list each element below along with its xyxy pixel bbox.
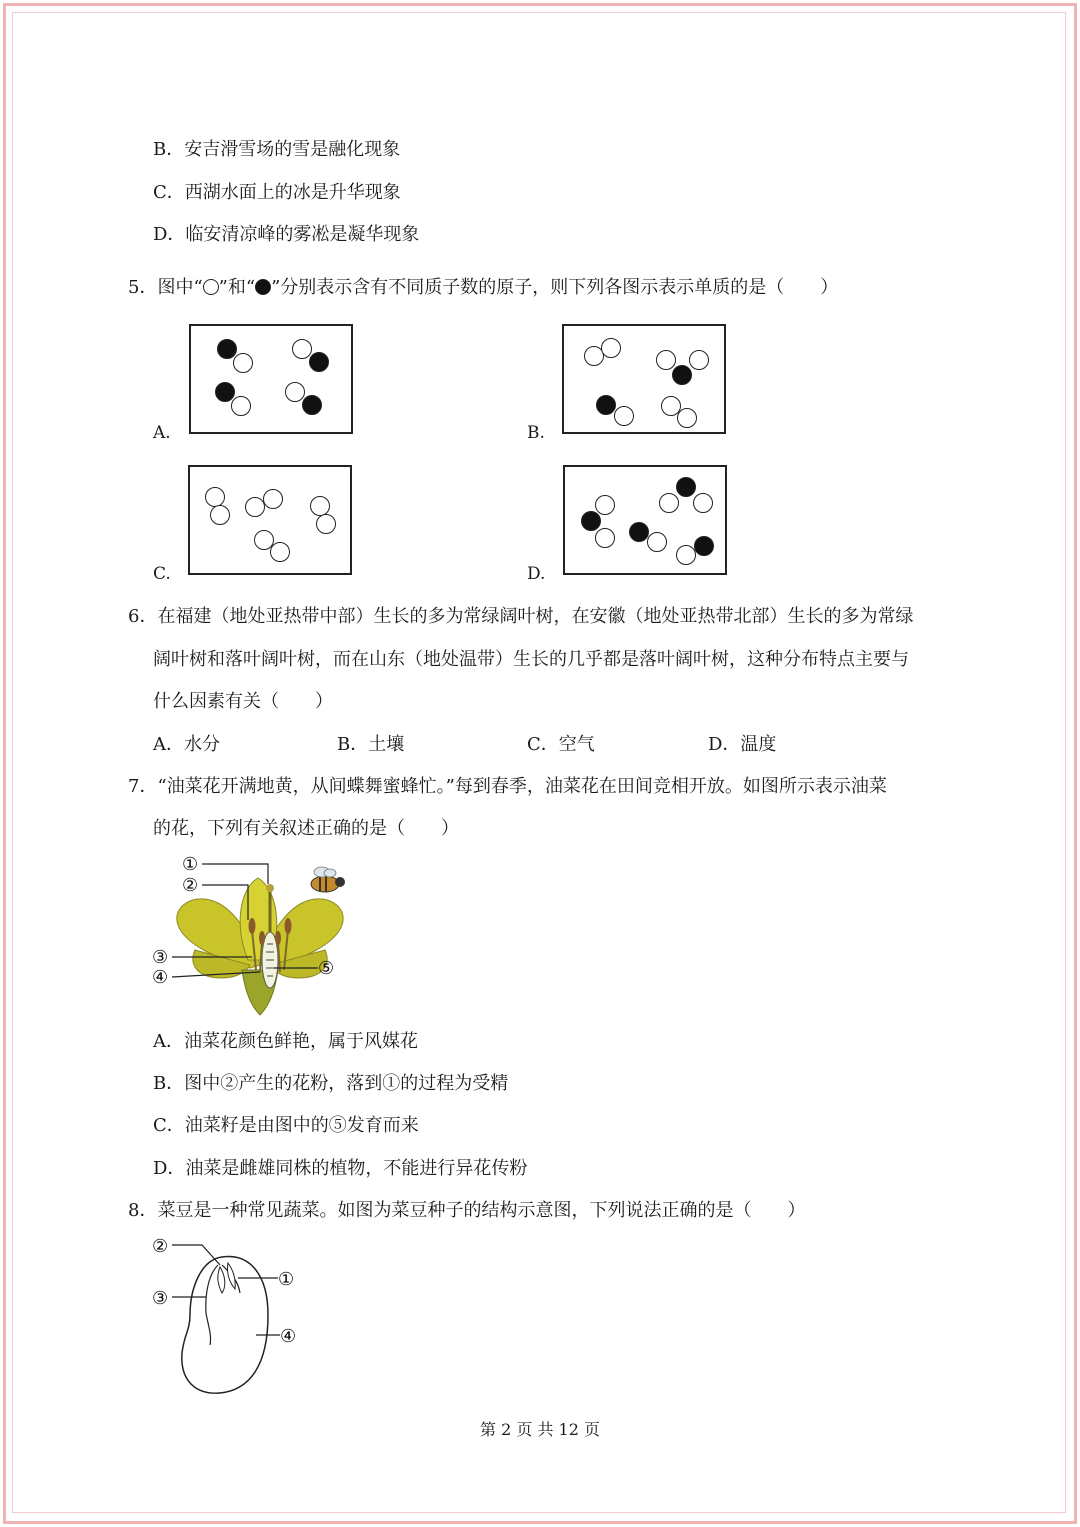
- atom-white: [677, 408, 697, 428]
- atom-black: [302, 395, 322, 415]
- rapeseed-flower-diagram: [150, 850, 370, 1020]
- q5-text-b: ”和“: [218, 277, 256, 298]
- anther: [249, 918, 256, 934]
- marker-1: ①: [182, 854, 199, 875]
- q5-option-c-figure: [188, 465, 352, 575]
- atom-white: [614, 406, 634, 426]
- q5-option-a-figure: [189, 324, 353, 434]
- black-atom-icon: [255, 279, 271, 295]
- atom-black: [309, 352, 329, 372]
- atom-white: [263, 489, 283, 509]
- atom-white: [601, 338, 621, 358]
- atom-white: [656, 350, 676, 370]
- q7-option-d: D．油菜是雌雄同株的植物，不能进行异花传粉: [153, 1158, 528, 1179]
- atom-black: [629, 522, 649, 542]
- atom-white: [595, 495, 615, 515]
- q4-option-b: B．安吉滑雪场的雪是融化现象: [153, 139, 401, 160]
- atom-white: [231, 396, 251, 416]
- q6-line-2: 阔叶树和落叶阔叶树，而在山东（地处温带）生长的几乎都是落叶阔叶树，这种分布特点主要与: [153, 649, 909, 670]
- marker-5: ⑤: [318, 958, 335, 979]
- atom-white: [270, 542, 290, 562]
- q4-option-d: D．临安清凉峰的雾凇是凝华现象: [153, 224, 420, 245]
- atom-white: [647, 532, 667, 552]
- stigma: [266, 884, 274, 892]
- q6-line-3: 什么因素有关（ ）: [153, 691, 333, 712]
- seed-marker-3: ③: [152, 1288, 169, 1309]
- atom-white: [316, 514, 336, 534]
- q6-option-a: A．水分: [153, 734, 220, 755]
- q6-option-c: C．空气: [527, 734, 595, 755]
- atom-white: [689, 350, 709, 370]
- q6-option-d: D．温度: [708, 734, 777, 755]
- q5-label-a: A.: [153, 423, 171, 443]
- marker-2: ②: [182, 875, 199, 896]
- q5-option-b-figure: [562, 324, 726, 434]
- atom-white: [693, 493, 713, 513]
- bean-seed-diagram: [150, 1235, 320, 1395]
- atom-black: [676, 477, 696, 497]
- q5-label-c: C.: [153, 564, 171, 584]
- atom-black: [694, 536, 714, 556]
- atom-black: [581, 511, 601, 531]
- seed-marker-4: ④: [280, 1326, 297, 1347]
- q8-line-1: 8．菜豆是一种常见蔬菜。如图为菜豆种子的结构示意图，下列说法正确的是（ ）: [128, 1200, 806, 1221]
- seed-marker-2: ②: [152, 1236, 169, 1257]
- q4-option-c: C．西湖水面上的冰是升华现象: [153, 182, 401, 203]
- marker-4: ④: [152, 967, 169, 988]
- bee-icon: [311, 867, 345, 892]
- marker-3: ③: [152, 947, 169, 968]
- q7-line-1: 7．“油菜花开满地黄，从间蝶舞蜜蜂忙。”每到春季，油菜花在田间竞相开放。如图所示表示油菜: [128, 776, 887, 797]
- page-footer: 第 2 页 共 12 页: [480, 1420, 600, 1439]
- q6-line-1: 6．在福建（地处亚热带中部）生长的多为常绿阔叶树，在安徽（地处亚热带北部）生长的多为常绿: [128, 606, 914, 627]
- q5-stem: [128, 276, 838, 300]
- atom-black: [596, 395, 616, 415]
- q7-option-a: A．油菜花颜色鲜艳，属于风媒花: [153, 1031, 418, 1052]
- q5-number: 5．: [128, 277, 158, 298]
- q5-text-a: 图中“: [157, 277, 203, 298]
- atom-white: [292, 339, 312, 359]
- q7-line-2: 的花，下列有关叙述正确的是（ ）: [153, 818, 459, 839]
- seed-marker-1: ①: [278, 1269, 295, 1290]
- atom-black: [672, 365, 692, 385]
- atom-white: [676, 545, 696, 565]
- q5-text-c: ”分别表示含有不同质子数的原子，则下列各图示表示单质的是（ ）: [271, 277, 839, 298]
- white-atom-icon: [203, 279, 219, 295]
- q6-option-b: B．土壤: [337, 734, 405, 755]
- seed-outline: [182, 1257, 268, 1394]
- atom-white: [205, 487, 225, 507]
- atom-white: [233, 353, 253, 373]
- atom-white: [310, 496, 330, 516]
- atom-white: [659, 493, 679, 513]
- q7-option-b: B．图中②产生的花粉，落到①的过程为受精: [153, 1073, 509, 1094]
- atom-white: [210, 505, 230, 525]
- q5-label-d: D.: [527, 564, 546, 584]
- atom-white: [595, 528, 615, 548]
- atom-white: [245, 497, 265, 517]
- q7-option-c: C．油菜籽是由图中的⑤发育而来: [153, 1115, 419, 1136]
- q5-label-b: B.: [527, 423, 545, 443]
- q5-option-d-figure: [563, 465, 727, 575]
- anther: [285, 918, 292, 934]
- atom-white: [285, 382, 305, 402]
